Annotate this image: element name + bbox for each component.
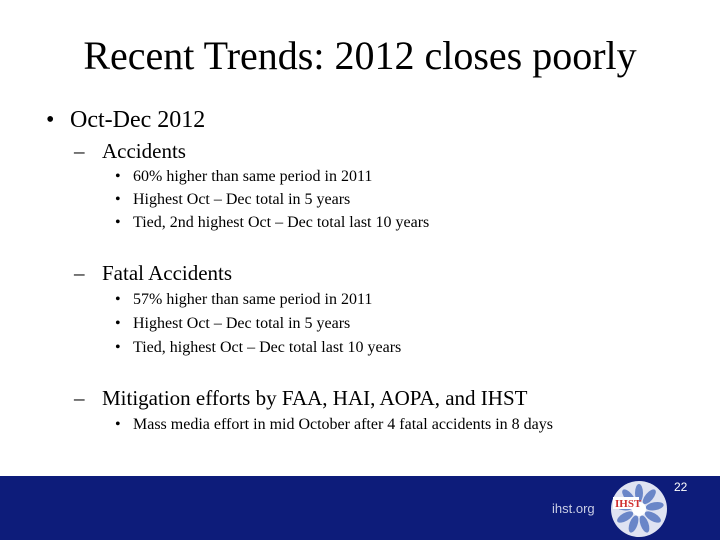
list-item-text: Highest Oct – Dec total in 5 years xyxy=(133,315,351,332)
list-item xyxy=(115,337,401,358)
dash-bullet: – xyxy=(74,261,85,285)
list-item xyxy=(115,189,350,210)
section-label: Accidents xyxy=(102,139,186,163)
heading-bullet xyxy=(46,106,205,134)
section-label-accidents xyxy=(74,139,186,163)
list-item-text: Mass media effort in mid October after 4 fatal accidents in 8 days xyxy=(133,416,554,433)
bullet-dot: • xyxy=(115,291,121,308)
list-item xyxy=(115,414,553,435)
list-item-text: Tied, highest Oct – Dec total last 10 years xyxy=(133,339,402,356)
bullet-dot: • xyxy=(115,168,121,185)
bullet-dot: • xyxy=(115,416,121,433)
page-number: 22 xyxy=(674,480,688,494)
dash-bullet: – xyxy=(74,139,85,163)
heading-text: Oct-Dec 2012 xyxy=(70,107,206,133)
slide-title: Recent Trends: 2012 closes poorly xyxy=(83,33,637,78)
list-item xyxy=(115,289,372,310)
list-item-text: Highest Oct – Dec total in 5 years xyxy=(133,191,351,208)
list-item xyxy=(115,313,350,334)
list-item xyxy=(115,212,429,233)
logo-text: IHST xyxy=(615,498,642,510)
section-label-mitigation xyxy=(74,386,527,410)
bullet-dot: • xyxy=(115,339,121,356)
dash-bullet: – xyxy=(74,386,85,410)
bullet-dot: • xyxy=(115,315,121,332)
footer-url[interactable]: ihst.org xyxy=(552,501,595,516)
list-item-text: 57% higher than same period in 2011 xyxy=(133,291,373,308)
section-label: Mitigation efforts by FAA, HAI, AOPA, and IHST xyxy=(102,386,528,410)
section-label-fatal-accidents xyxy=(74,261,232,285)
bullet-dot: • xyxy=(46,107,55,133)
footer-band xyxy=(0,476,720,540)
bullet-dot: • xyxy=(115,214,121,231)
bullet-dot: • xyxy=(115,191,121,208)
list-item-text: Tied, 2nd highest Oct – Dec total last 10 years xyxy=(133,214,430,231)
section-label: Fatal Accidents xyxy=(102,261,233,285)
list-item xyxy=(115,166,372,187)
list-item-text: 60% higher than same period in 2011 xyxy=(133,168,373,185)
ihst-logo xyxy=(610,480,668,538)
